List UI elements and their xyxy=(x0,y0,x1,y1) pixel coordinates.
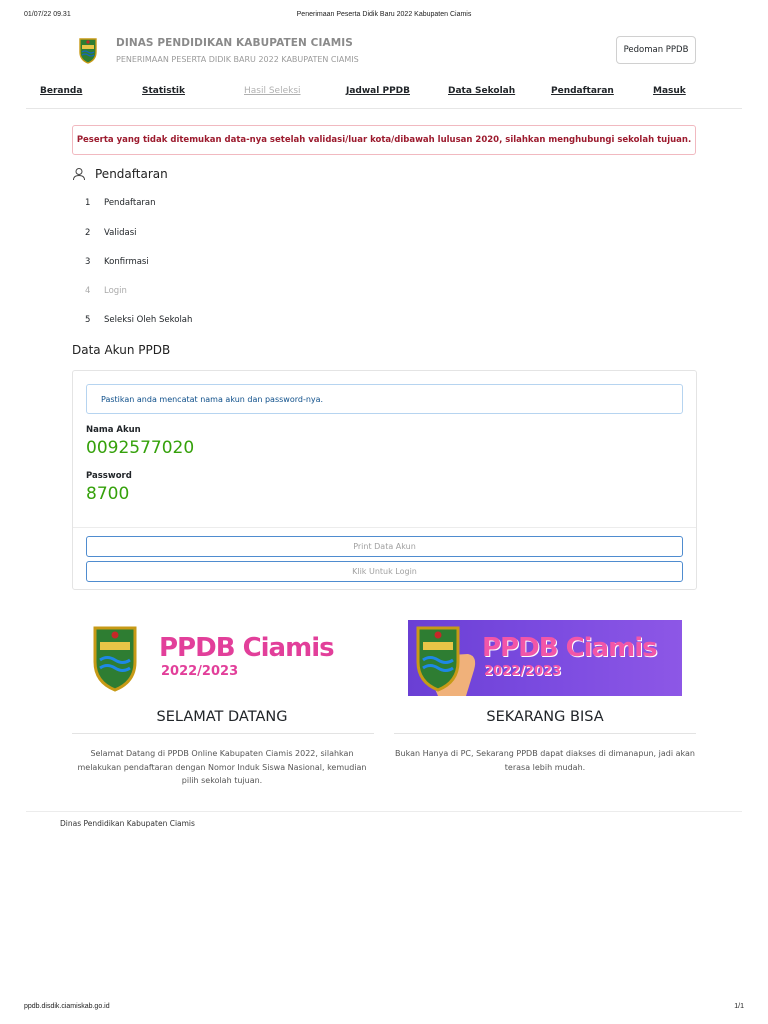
promo-divider xyxy=(394,733,696,734)
ciamis-crest-icon xyxy=(78,36,98,64)
username-value: 0092577020 xyxy=(86,438,195,458)
nav-item-beranda[interactable]: Beranda xyxy=(40,86,83,96)
footer-text: Dinas Pendidikan Kabupaten Ciamis xyxy=(60,819,195,828)
user-icon xyxy=(72,167,86,181)
print-account-button[interactable]: Print Data Akun xyxy=(86,536,683,557)
step-label: Pendaftaran xyxy=(104,198,156,208)
password-label: Password xyxy=(86,471,132,481)
step-label: Seleksi Oleh Sekolah xyxy=(104,315,193,325)
print-page-title: Penerimaan Peserta Didik Baru 2022 Kabupaten Ciamis xyxy=(296,11,472,18)
brand[interactable] xyxy=(78,36,408,68)
username-label: Nama Akun xyxy=(86,425,141,435)
step-number: 3 xyxy=(85,257,91,267)
step-number: 2 xyxy=(85,228,91,238)
nav-divider xyxy=(26,108,742,109)
print-url: ppdb.disdik.ciamiskab.go.id xyxy=(24,1003,110,1010)
step-item xyxy=(85,198,285,212)
banner-title: PPDB Ciamis xyxy=(482,633,657,663)
password-value: 8700 xyxy=(86,484,130,504)
step-number: 4 xyxy=(85,286,91,296)
promo-text-now: Bukan Hanya di PC, Sekarang PPDB dapat diakses di dimanapun, jadi akan terasa lebih mudah. xyxy=(395,749,695,772)
registration-header xyxy=(72,165,168,183)
alert-message: Peserta yang tidak ditemukan data-nya setelah validasi/luar kota/dibawah lulusan 2020, silahkan menghubungi sekolah tujuan. xyxy=(72,125,696,155)
step-item xyxy=(85,315,285,329)
brand-title: DINAS PENDIDIKAN KABUPATEN CIAMIS xyxy=(116,37,353,49)
promo-divider xyxy=(72,733,374,734)
banner-ppdb-left xyxy=(85,620,359,696)
promo-title-now: SEKARANG BISA xyxy=(486,709,604,725)
main-nav xyxy=(30,86,733,100)
account-info-alert: Pastikan anda mencatat nama akun dan password-nya. xyxy=(86,384,683,414)
guide-button[interactable]: Pedoman PPDB xyxy=(616,36,696,64)
nav-item-statistik[interactable]: Statistik xyxy=(142,86,185,96)
nav-item-masuk[interactable]: Masuk xyxy=(653,86,686,96)
banner-ppdb-right xyxy=(408,620,682,696)
banner-year: 2022/2023 xyxy=(161,664,239,679)
brand-subtitle: PENERIMAAN PESERTA DIDIK BARU 2022 KABUPATEN CIAMIS xyxy=(116,55,359,64)
step-label: Konfirmasi xyxy=(104,257,149,267)
nav-item-hasil-seleksi[interactable]: Hasil Seleksi xyxy=(244,86,301,96)
banner-title: PPDB Ciamis xyxy=(159,633,334,663)
nav-item-data-sekolah[interactable]: Data Sekolah xyxy=(448,86,516,96)
promo-title-welcome: SELAMAT DATANG xyxy=(156,709,288,725)
step-label: Login xyxy=(104,286,127,296)
step-number: 5 xyxy=(85,315,91,325)
footer-divider xyxy=(26,811,742,812)
print-datetime: 01/07/22 09.31 xyxy=(24,11,71,18)
step-item xyxy=(85,228,285,242)
ciamis-crest-icon xyxy=(85,620,145,696)
step-item xyxy=(85,286,285,300)
account-card xyxy=(72,370,697,590)
registration-title: Pendaftaran xyxy=(95,167,168,181)
promo-text-welcome: Selamat Datang di PPDB Online Kabupaten Ciamis 2022, silahkan melakukan pendaftaran dengan Nomor Induk Siswa Nasional, kemudian pilih sekolah tujuan. xyxy=(77,749,367,785)
nav-item-jadwal-ppdb[interactable]: Jadwal PPDB xyxy=(346,86,410,96)
step-number: 1 xyxy=(85,198,91,208)
account-title: Data Akun PPDB xyxy=(72,343,171,357)
card-divider xyxy=(73,527,696,528)
nav-item-pendaftaran[interactable]: Pendaftaran xyxy=(551,86,614,96)
step-item xyxy=(85,257,285,271)
print-page-number: 1/1 xyxy=(734,1003,744,1010)
step-label: Validasi xyxy=(104,228,137,238)
banner-year: 2022/2023 xyxy=(484,664,562,679)
login-button[interactable]: Klik Untuk Login xyxy=(86,561,683,582)
